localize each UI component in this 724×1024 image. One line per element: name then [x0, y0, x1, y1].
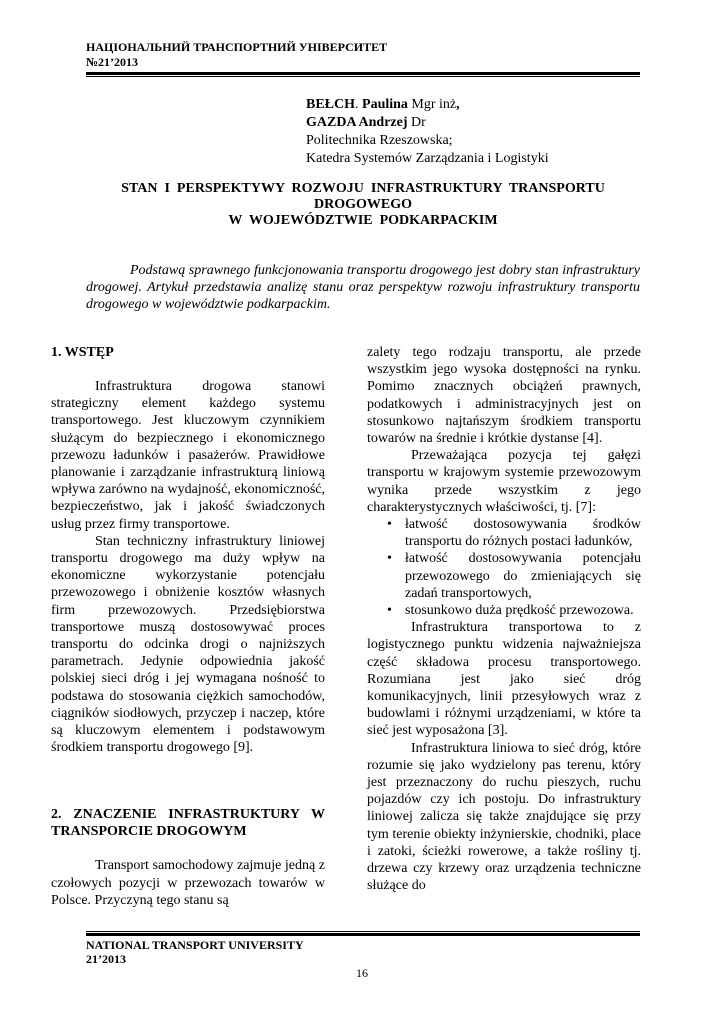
section-1-heading: 1. WSTĘP [51, 345, 114, 360]
author-block [306, 96, 549, 168]
abstract: Podstawą sprawnego funkcjonowania transportu drogowego jest dobry stan infrastruktury drogowej. Artykuł przedstawia analizę stanu oraz perspektyw rozwoju infrastruktury transportu drogowego w województwie podkarpackim. [86, 263, 640, 312]
page-number: 16 [356, 966, 368, 980]
paragraph: Stan techniczny infrastruktury liniowej transportu drogowego ma duży wpływ na ekonomiczne wykorzystanie potencjału przewozowego i obniżenie kosztów własnych firm przewozowych. Przedsiębiorstwa transportowe muszą dostosowywać proces transportu do odcinka drogi o najniższych parametrach. Jedynie odpowiednia jakość polskiej sieci dróg i jej wymagana nośność to podstawa do stosowania ciężkich samochodów, ciągników siodłowych, przyczep i naczep, które są kluczowym elementem i podstawowym środkiem transportu drogowego [9]. [51, 533, 325, 756]
running-header [86, 40, 387, 70]
header-rule-thick [86, 72, 640, 75]
paragraph: Transport samochodowy zajmuje jedną z czołowych pozycji w przewozach towarów w Polsce. Przyczyną tego stanu są [51, 858, 325, 908]
title-line-3: W WOJEWÓDZTWIE PODKARPACKIM [228, 213, 498, 228]
right-column [367, 344, 641, 895]
author-1-surname: BEŁCH [306, 97, 356, 112]
footer-issue: 21’2013 [86, 952, 126, 966]
header-university: НАЦІОНАЛЬНИЙ ТРАНСПОРТНИЙ УНІВЕРСИТЕТ [86, 40, 388, 54]
list-item [367, 602, 641, 619]
list-item-text: łatwość dostosowywania środków transportu do różnych postaci ładunków, [405, 517, 641, 550]
affiliation-department: Katedra Systemów Zarządzania i Logistyki [306, 151, 549, 166]
author-2-name: GAZDA Andrzej [306, 115, 408, 130]
footer-university: NATIONAL TRANSPORT UNIVERSITY [86, 938, 304, 952]
paragraph: Infrastruktura drogowa stanowi strategiczny element każdego systemu transportowego. Jest kluczowym czynnikiem służącym do bezpiecznego i ekonomicznego przewozu ładunków i pasażerów. Prawidłowe planowanie i zarządzanie infrastrukturą liniową wpływa zarówno na wydajność, ekonomiczność, bezpieczeństwo, jak i jakość świadczonych usług przez firmy transportowe. [51, 379, 325, 532]
bullet-list [367, 516, 641, 619]
footer-rule-thin [86, 931, 640, 932]
author-1-firstname: Paulina [362, 97, 408, 112]
list-item [367, 550, 641, 602]
title-line-2: DROGOWEGO [313, 197, 412, 212]
affiliation-university: Politechnika Rzeszowska; [306, 133, 453, 148]
section-2-heading: 2. ZNACZENIE INFRASTRUKTURY W TRANSPORCIE DROGOWYM [51, 807, 325, 840]
left-column [51, 344, 325, 909]
list-item-text: stosunkowo duża prędkość przewozowa. [405, 603, 634, 619]
header-rule-thin [86, 76, 640, 77]
author-2-title: Dr [411, 115, 426, 130]
paragraph: zalety tego rodzaju transportu, ale przede wszystkim jego wysoka dostępności na rynku. Pomimo znacznych obciążeń prawnych, podatkowych i administracyjnych jest on stosunkowo najtańszym środkiem transportu towarów na średnie i krótkie dystanse [4]. [367, 345, 641, 447]
paragraph: Infrastruktura liniowa to sieć dróg, które rozumie się jako wydzielony pas terenu, który jest przeznaczony do ruchu pieszych, ruchu pojazdów czy ich postoju. Do infrastruktury liniowej zalicza się także znajdujące się przy tym terenie obiekty inżynierskie, chodniki, place i zatoki, ścieżki rowerowe, a także rośliny tj. drzewa czy krzewy oraz urządzenia techniczne służące do [367, 740, 641, 894]
paragraph: Przeważająca pozycja tej gałęzi transportu w krajowym systemie przewozowym wynika przede wszystkim z jego charakterystycznych właściwości, tj. [7]: [367, 448, 641, 515]
list-item-text: łatwość dostosowywania potencjału przewozowego do zmieniających się zadań transportowych, [405, 551, 641, 601]
title-line-1: STAN I PERSPEKTYWY ROZWOJU INFRASTRUKTURY TRANSPORTU [121, 181, 605, 196]
paper-title [86, 181, 640, 229]
paragraph: Infrastruktura transportowa to z logistycznego punktu widzenia najważniejsza część składowa procesu transportowego. Rozumiana jest jako sieć dróg komunikacyjnych, linii przesyłowych wraz z budowlami i różnymi urządzeniami, w które ta sieć jest wyposażona [3]. [367, 620, 641, 739]
author-1: BEŁCH. Paulina Mgr inż, [306, 97, 460, 112]
list-item [367, 516, 641, 550]
bullet-icon: • [387, 517, 392, 533]
footer-rule-thick [86, 933, 640, 936]
bullet-icon: • [387, 551, 392, 567]
author-2 [306, 114, 549, 132]
header-issue: №21’2013 [86, 55, 139, 69]
author-1-title: Mgr inż [411, 97, 457, 112]
bullet-icon: • [387, 603, 392, 619]
running-footer [86, 938, 304, 966]
